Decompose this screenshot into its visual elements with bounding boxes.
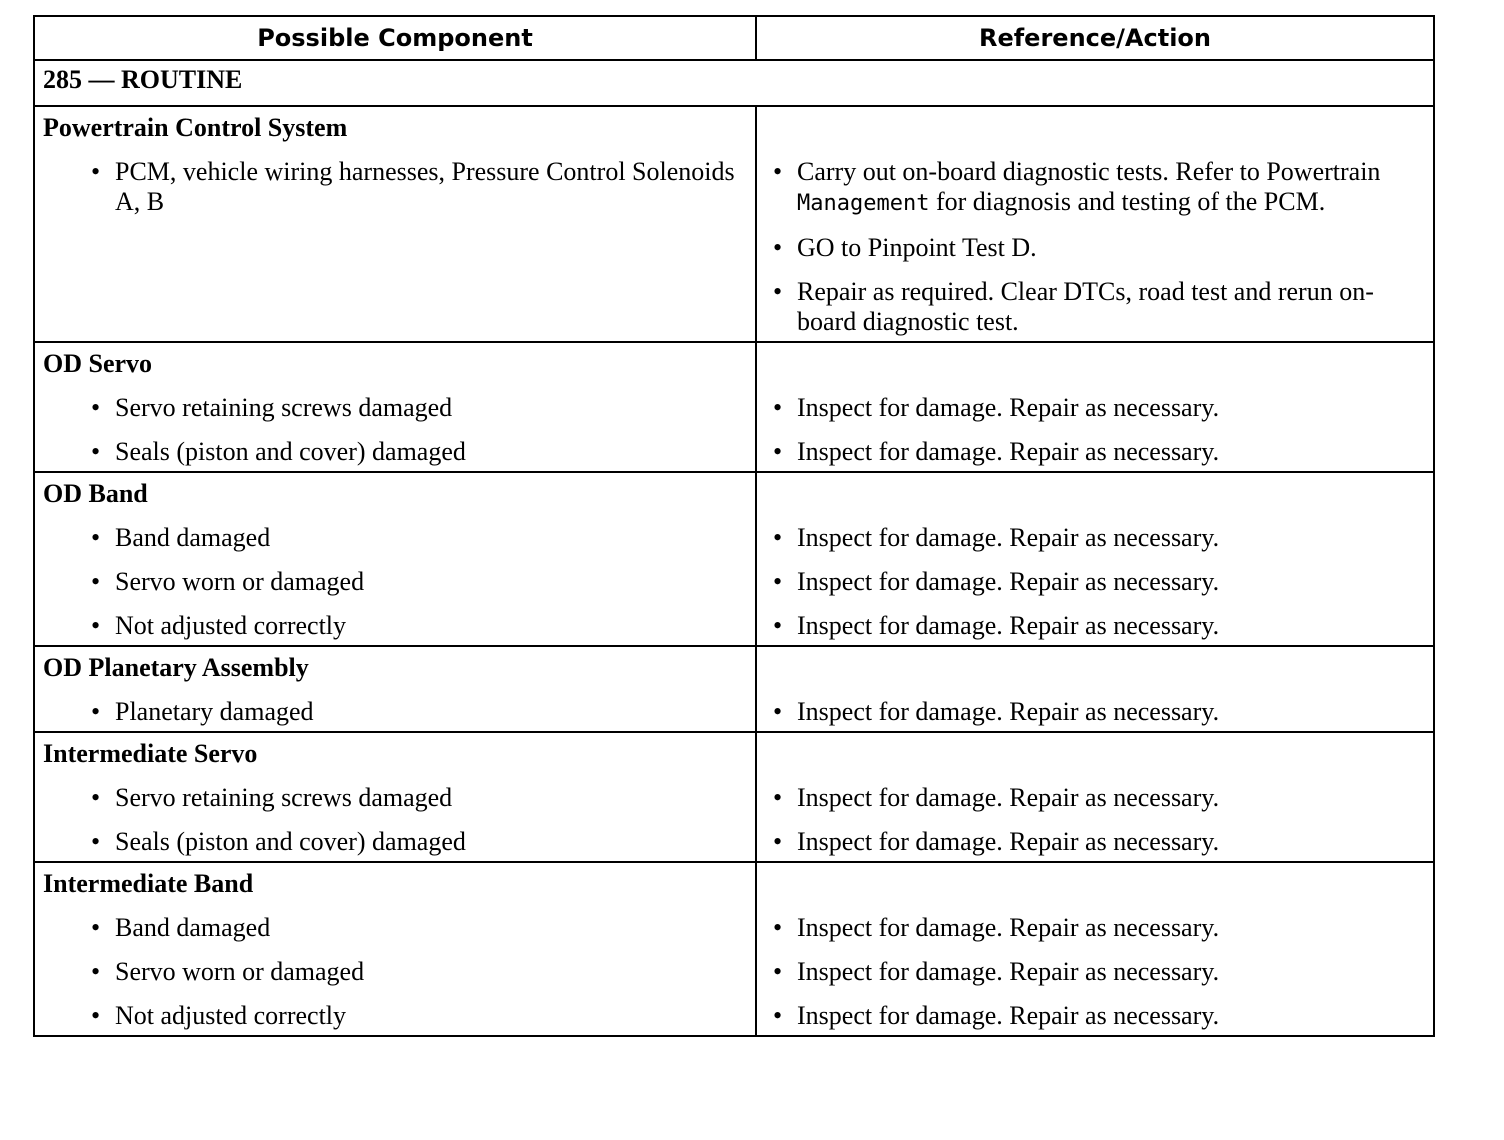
section-row bbox=[34, 646, 1434, 732]
action-item: • Inspect for damage. Repair as necessary. bbox=[773, 437, 1220, 466]
action-cell bbox=[756, 342, 1434, 472]
section-row bbox=[34, 732, 1434, 862]
action-item: • Inspect for damage. Repair as necessary. bbox=[773, 523, 1220, 552]
section-title: Intermediate Band bbox=[43, 869, 254, 898]
component-item: • Band damaged bbox=[91, 523, 271, 552]
action-item: • Inspect for damage. Repair as necessary. bbox=[773, 827, 1220, 856]
section-title: Intermediate Servo bbox=[43, 739, 258, 768]
header-possible-component: Possible Component bbox=[34, 16, 756, 60]
action-item: • Inspect for damage. Repair as necessary. bbox=[773, 783, 1220, 812]
component-cell bbox=[34, 342, 756, 472]
action-cell bbox=[756, 732, 1434, 862]
component-cell bbox=[34, 862, 756, 1036]
component-item: • Planetary damaged bbox=[91, 697, 314, 726]
component-item: • Not adjusted correctly bbox=[91, 1001, 347, 1030]
action-cell bbox=[756, 862, 1434, 1036]
component-item: • Servo retaining screws damaged bbox=[91, 393, 453, 422]
code-label: 285 — ROUTINE bbox=[34, 60, 1434, 106]
action-item: • Inspect for damage. Repair as necessary. bbox=[773, 1001, 1220, 1030]
header-row bbox=[34, 16, 1434, 60]
component-item: • Servo worn or damaged bbox=[91, 567, 365, 596]
action-item: • Inspect for damage. Repair as necessary. bbox=[773, 393, 1220, 422]
component-item: • Not adjusted correctly bbox=[91, 611, 347, 640]
section-row bbox=[34, 106, 1434, 342]
action-cell bbox=[756, 106, 1434, 342]
component-item: • PCM, vehicle wiring harnesses, Pressure Control Solenoids A, B bbox=[91, 157, 735, 216]
action-item: • GO to Pinpoint Test D. bbox=[773, 233, 1037, 262]
diagnostic-table bbox=[33, 15, 1435, 1037]
component-cell bbox=[34, 732, 756, 862]
code-row bbox=[34, 60, 1434, 106]
section-title: OD Band bbox=[43, 479, 148, 508]
component-item: • Seals (piston and cover) damaged bbox=[91, 437, 466, 466]
section-row bbox=[34, 472, 1434, 646]
action-item: • Carry out on-board diagnostic tests. Refer to Powertrain Management for diagnosis and testing of the PCM. bbox=[773, 157, 1381, 216]
component-item: • Servo worn or damaged bbox=[91, 957, 365, 986]
section-row bbox=[34, 342, 1434, 472]
action-item: • Inspect for damage. Repair as necessary. bbox=[773, 611, 1220, 640]
component-item: • Band damaged bbox=[91, 913, 271, 942]
action-cell bbox=[756, 646, 1434, 732]
component-cell bbox=[34, 472, 756, 646]
action-item: • Inspect for damage. Repair as necessary. bbox=[773, 913, 1220, 942]
component-cell bbox=[34, 646, 756, 732]
component-item: • Servo retaining screws damaged bbox=[91, 783, 453, 812]
section-title: OD Planetary Assembly bbox=[43, 653, 309, 682]
section-title: OD Servo bbox=[43, 349, 153, 378]
action-item: • Inspect for damage. Repair as necessary. bbox=[773, 957, 1220, 986]
header-reference-action: Reference/Action bbox=[756, 16, 1434, 60]
section-row bbox=[34, 862, 1434, 1036]
action-item: • Inspect for damage. Repair as necessary. bbox=[773, 567, 1220, 596]
action-item: • Repair as required. Clear DTCs, road test and rerun on-board diagnostic test. bbox=[773, 277, 1374, 336]
action-item: • Inspect for damage. Repair as necessary. bbox=[773, 697, 1220, 726]
component-item: • Seals (piston and cover) damaged bbox=[91, 827, 466, 856]
component-cell bbox=[34, 106, 756, 342]
action-cell bbox=[756, 472, 1434, 646]
section-title: Powertrain Control System bbox=[43, 113, 348, 142]
